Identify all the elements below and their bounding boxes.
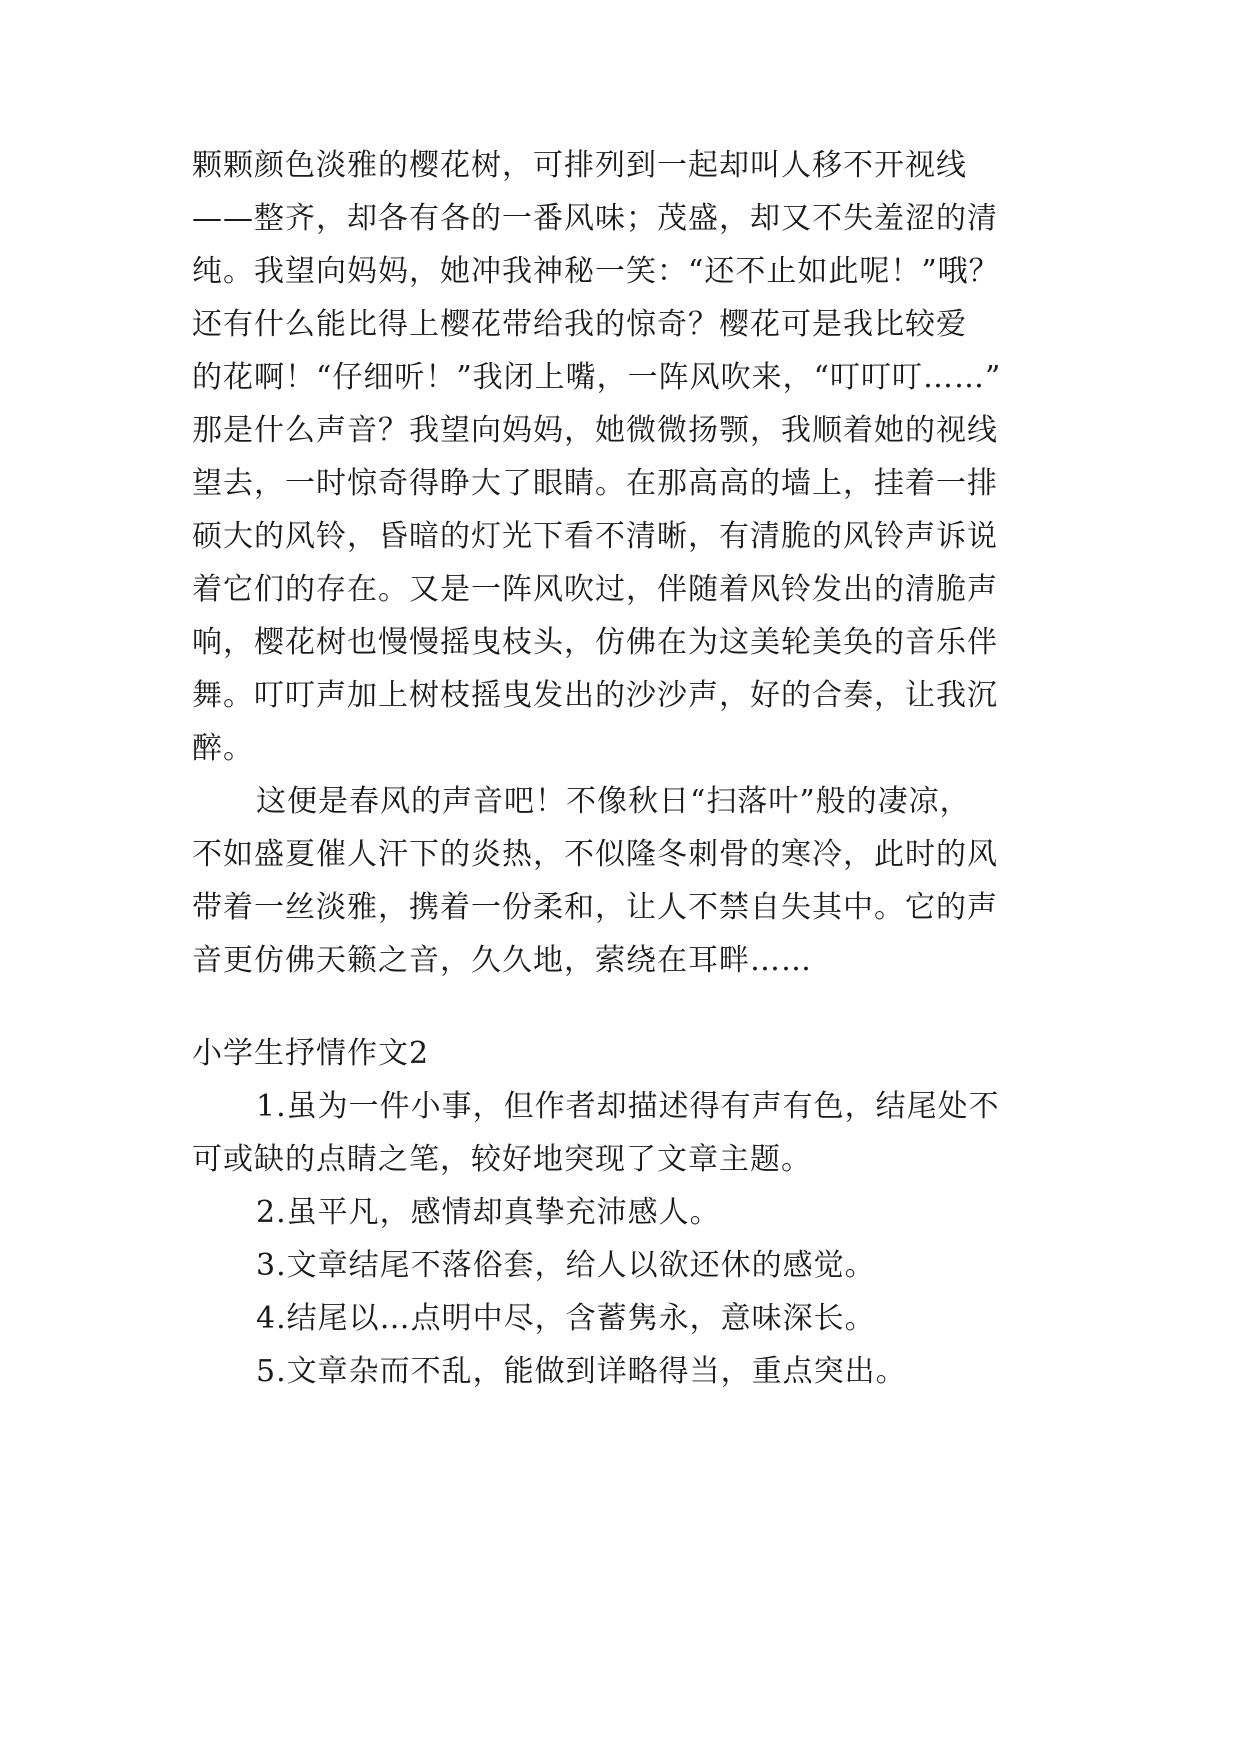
paragraph-1-line-12: 醉。 bbox=[192, 731, 254, 766]
comment-line-1: 1.虽为一件小事，但作者却描述得有声有色，结尾处不 bbox=[256, 1089, 1000, 1124]
paragraph-1-line-5: 的花啊！“仔细听！”我闭上嘴，一阵风吹来，“叮叮叮……” bbox=[192, 360, 1002, 395]
comment-line-4: 3.文章结尾不落俗套，给人以欲还休的感觉。 bbox=[256, 1248, 876, 1283]
comment-line-2: 可或缺的点睛之笔，较好地突现了文章主题。 bbox=[192, 1142, 812, 1177]
comment-line-6: 5.文章杂而不乱，能做到详略得当，重点突出。 bbox=[256, 1354, 907, 1389]
paragraph-2-line-4: 音更仿佛天籁之音，久久地，萦绕在耳畔…… bbox=[192, 943, 812, 978]
paragraph-1-line-7: 望去，一时惊奇得睁大了眼睛。在那高高的墙上，挂着一排 bbox=[192, 466, 998, 501]
comment-line-3: 2.虽平凡，感情却真挚充沛感人。 bbox=[256, 1195, 721, 1230]
paragraph-2-line-2: 不如盛夏催人汗下的炎热，不似隆冬刺骨的寒冷，此时的风 bbox=[192, 837, 998, 872]
paragraph-2-line-3: 带着一丝淡雅，携着一份柔和，让人不禁自失其中。它的声 bbox=[192, 890, 998, 925]
paragraph-1-line-11: 舞。叮叮声加上树枝摇曳发出的沙沙声，好的合奏，让我沉 bbox=[192, 678, 998, 713]
comment-line-5: 4.结尾以…点明中尽，含蓄隽永，意味深长。 bbox=[256, 1301, 876, 1336]
paragraph-1-line-10: 响，樱花树也慢慢摇曳枝头，仿佛在为这美轮美奂的音乐伴 bbox=[192, 625, 998, 660]
paragraph-1-line-4: 还有什么能比得上樱花带给我的惊奇？樱花可是我比较爱 bbox=[192, 307, 967, 342]
section-title: 小学生抒情作文2 bbox=[192, 1036, 430, 1071]
paragraph-1-line-9: 着它们的存在。又是一阵风吹过，伴随着风铃发出的清脆声 bbox=[192, 572, 998, 607]
paragraph-1-line-2: ——整齐，却各有各的一番风味；茂盛，却又不失羞涩的清 bbox=[192, 201, 998, 236]
paragraph-1-line-8: 硕大的风铃，昏暗的灯光下看不清晰，有清脆的风铃声诉说 bbox=[192, 519, 998, 554]
paragraph-1-line-1: 颗颗颜色淡雅的樱花树，可排列到一起却叫人移不开视线 bbox=[192, 148, 967, 183]
paragraph-2-line-1: 这便是春风的声音吧！不像秋日“扫落叶”般的凄凉， bbox=[256, 784, 971, 819]
paragraph-1-line-3: 纯。我望向妈妈，她冲我神秘一笑：“还不止如此呢！”哦？ bbox=[192, 254, 1000, 289]
paragraph-1-line-6: 那是什么声音？我望向妈妈，她微微扬颚，我顺着她的视线 bbox=[192, 413, 998, 448]
